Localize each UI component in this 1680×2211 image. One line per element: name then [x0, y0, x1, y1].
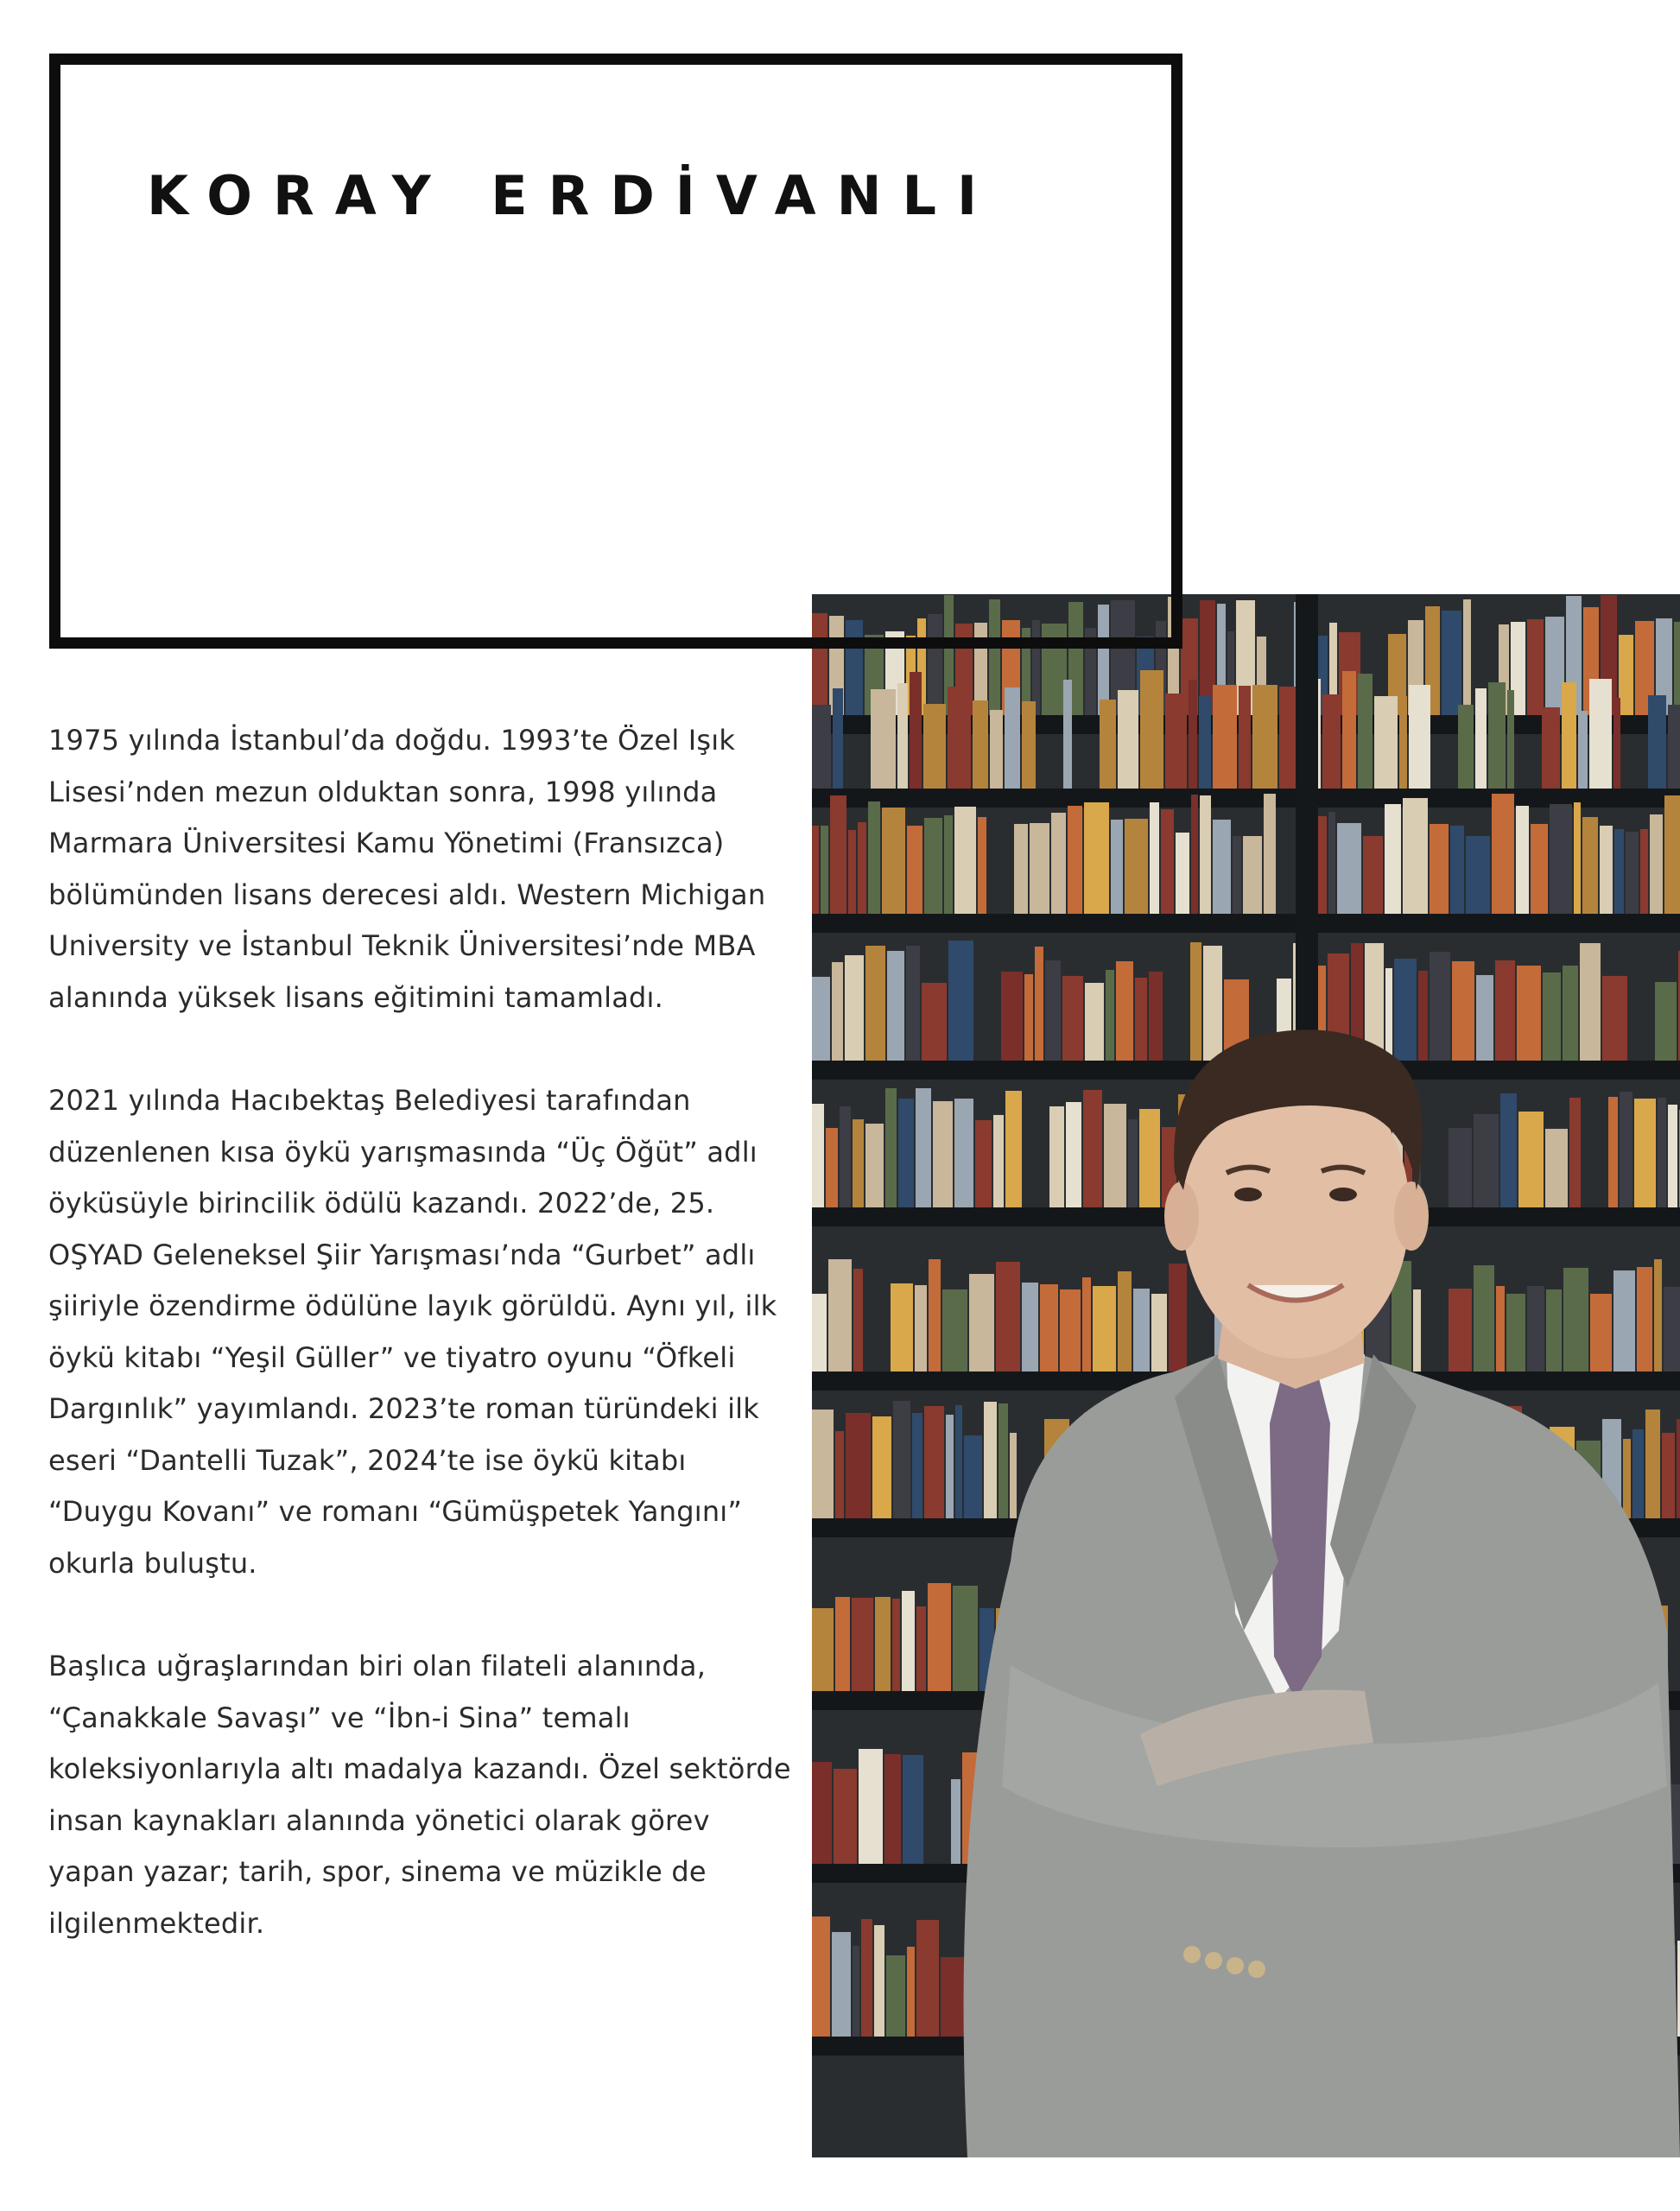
book-spine [993, 1115, 1004, 1207]
book-spine [1671, 1784, 1680, 1864]
book-spine [1516, 806, 1529, 914]
ear [1164, 1182, 1199, 1251]
book-spine [924, 1406, 944, 1518]
book-spine [826, 1128, 838, 1207]
book-spine [1005, 1091, 1022, 1207]
title-frame [49, 54, 1182, 649]
book-spine [1546, 1289, 1562, 1372]
book-spine [859, 1749, 883, 1864]
book-spine [1165, 694, 1187, 789]
book-spine [812, 1294, 827, 1372]
book-spine [834, 1769, 857, 1864]
book-spine [984, 1402, 997, 1518]
book-spine [1620, 1092, 1632, 1207]
cuff-button [1205, 1952, 1222, 1969]
book-spine [951, 1779, 960, 1864]
book-spine [833, 688, 843, 789]
book-spine [1430, 824, 1449, 914]
book-spine [853, 1119, 864, 1207]
book-spine [892, 1599, 900, 1691]
book-spine [1658, 1098, 1666, 1207]
book-spine [845, 955, 864, 1061]
book-spine [1613, 698, 1620, 789]
book-spine [969, 1274, 994, 1372]
book-spine [1507, 690, 1514, 789]
book-spine [1452, 961, 1474, 1061]
book-spine [868, 801, 880, 914]
book-spine [812, 1762, 832, 1864]
bio-paragraph-education: 1975 yılında İstanbul’da doğdu. 1993’te Özel Işık Lisesi’nden mezun olduktan sonra, 1998 yılında Marmara Üniversitesi Kamu Yönetimi (Fransızca) bölümünden lisans derecesi aldı. Western Michigan University ve İstanbul Teknik Üniversitesi’nde MBA alanında yüksek lisans eğitimini tamamladı. [48, 724, 766, 1014]
book-spine [1674, 622, 1680, 715]
book-spine [907, 826, 922, 914]
book-spine [1626, 832, 1639, 914]
book-spine [1648, 695, 1666, 789]
book-spine [1060, 1289, 1081, 1372]
book-spine [830, 795, 846, 914]
book-spine [916, 1088, 931, 1207]
ear [1394, 1182, 1429, 1251]
book-spine [1106, 970, 1114, 1061]
book-spine [1118, 1271, 1132, 1372]
book-spine [1637, 1267, 1652, 1372]
book-spine [975, 1120, 992, 1207]
book-spine [990, 710, 1003, 789]
book-spine [928, 1583, 951, 1691]
book-spine [887, 951, 904, 1061]
book-spine [1474, 1265, 1494, 1372]
book-spine [964, 1435, 982, 1518]
book-spine [812, 1410, 834, 1518]
shelf-board [812, 914, 1680, 933]
book-spine [1264, 794, 1276, 914]
book-spine [1574, 802, 1581, 914]
book-spine [973, 700, 988, 789]
book-spine [865, 946, 885, 1061]
book-spine [1650, 814, 1663, 914]
book-spine [1190, 942, 1201, 1061]
book-spine [1051, 813, 1066, 914]
book-spine [1203, 946, 1222, 1061]
book-spine [1476, 975, 1493, 1061]
book-spine [1062, 976, 1083, 1061]
book-spine [1602, 976, 1627, 1061]
book-spine [1668, 1105, 1677, 1207]
book-spine [1066, 1102, 1081, 1207]
book-spine [1394, 959, 1417, 1061]
book-spine [1623, 1439, 1631, 1518]
book-spine [1677, 1419, 1680, 1518]
book-spine [954, 807, 976, 914]
book-spine [946, 1415, 954, 1518]
book-spine [1279, 687, 1296, 789]
book-spine [1645, 1410, 1660, 1518]
book-spine [912, 1413, 922, 1518]
book-spine [996, 1262, 1020, 1372]
book-spine [1662, 1433, 1675, 1518]
eye [1234, 1188, 1262, 1201]
author-name: KORAY ERDİVANLI [147, 164, 998, 227]
book-spine [891, 1283, 913, 1372]
book-spine [1169, 1264, 1187, 1372]
book-spine [1463, 599, 1471, 715]
book-spine [1176, 833, 1189, 914]
book-spine [1562, 682, 1576, 789]
book-spine [1403, 798, 1428, 914]
book-spine [1496, 1286, 1505, 1372]
book-spine [942, 1289, 967, 1372]
book-spine [832, 1932, 851, 2037]
book-spine [1328, 812, 1335, 914]
author-portrait-illustration [812, 594, 1680, 2157]
book-spine [1634, 1099, 1656, 1207]
book-spine [1104, 1104, 1126, 1207]
book-spine [1010, 1433, 1017, 1518]
book-spine [1619, 635, 1633, 715]
book-spine [812, 826, 819, 914]
book-spine [1640, 829, 1648, 914]
book-spine [1517, 966, 1541, 1061]
book-spine [1475, 688, 1487, 789]
book-spine [1001, 972, 1023, 1061]
book-spine [1589, 679, 1612, 789]
eye [1329, 1188, 1357, 1201]
book-spine [915, 1285, 927, 1372]
book-spine [1518, 1112, 1544, 1207]
book-spine [948, 941, 973, 1061]
book-spine [907, 1947, 915, 2037]
book-spine [1133, 1289, 1150, 1372]
book-spine [1550, 804, 1572, 914]
biography [48, 715, 800, 2001]
book-spine [1140, 670, 1163, 789]
book-spine [916, 1606, 926, 1691]
book-spine [1450, 826, 1464, 914]
book-spine [1358, 674, 1373, 789]
book-spine [1418, 971, 1428, 1061]
book-spine [886, 1955, 905, 2037]
book-spine [924, 818, 942, 914]
book-spine [1385, 968, 1392, 1061]
book-spine [954, 1099, 973, 1207]
book-spine [840, 1106, 851, 1207]
book-spine [933, 1101, 953, 1207]
book-spine [1322, 694, 1341, 789]
book-spine [1139, 1109, 1160, 1207]
book-spine [1399, 696, 1407, 789]
book-spine [922, 983, 947, 1061]
book-spine [832, 962, 843, 1061]
book-spine [910, 672, 922, 789]
book-spine [998, 1403, 1008, 1518]
book-spine [906, 946, 920, 1061]
book-spine [1083, 1090, 1102, 1207]
book-spine [1189, 680, 1197, 789]
book-spine [1488, 682, 1506, 789]
book-spine [828, 1259, 852, 1372]
book-spine [916, 1920, 939, 2037]
book-spine [1542, 707, 1560, 789]
book-spine [1632, 1429, 1644, 1518]
book-spine [1449, 1289, 1472, 1372]
book-spine [1100, 700, 1116, 789]
book-spine [1337, 823, 1361, 914]
book-spine [875, 1597, 891, 1691]
book-spine [1506, 1294, 1525, 1372]
book-spine [1199, 696, 1211, 789]
book-spine [1527, 619, 1544, 715]
book-spine [1024, 974, 1033, 1061]
book-spine [885, 1088, 897, 1207]
book-spine [955, 1405, 962, 1518]
book-spine [812, 1608, 834, 1691]
book-spine [1492, 794, 1514, 914]
book-spine [941, 1957, 965, 2037]
book-spine [948, 687, 971, 789]
book-spine [1655, 982, 1677, 1061]
book-spine [1374, 696, 1398, 789]
book-spine [1563, 1268, 1588, 1372]
book-spine [929, 1259, 941, 1372]
book-spine [1161, 809, 1174, 914]
author-photo [812, 594, 1680, 2157]
cuff-button [1227, 1957, 1244, 1974]
book-spine [1084, 802, 1109, 914]
book-spine [835, 1431, 844, 1518]
book-spine [903, 1755, 923, 1864]
book-spine [1458, 705, 1474, 789]
book-spine [812, 1104, 824, 1207]
book-spine [1442, 611, 1461, 715]
book-spine [1093, 1286, 1116, 1372]
book-spine [1125, 819, 1148, 914]
book-spine [1527, 1286, 1544, 1372]
book-spine [1531, 824, 1548, 914]
book-spine [1150, 802, 1159, 914]
book-spine [1045, 960, 1061, 1061]
book-spine [1200, 795, 1211, 914]
book-spine [1654, 1259, 1662, 1372]
book-spine [1500, 1093, 1517, 1207]
book-spine [898, 1099, 914, 1207]
book-spine [1466, 836, 1490, 914]
book-spine [1243, 836, 1262, 914]
book-spine [1111, 820, 1123, 914]
book-spine [848, 830, 856, 914]
book-spine [1213, 820, 1231, 914]
book-spine [1116, 961, 1133, 1061]
book-spine [1151, 1294, 1167, 1372]
book-spine [821, 826, 828, 914]
cuff-button [1183, 1946, 1201, 1963]
book-spine [1213, 685, 1237, 789]
book-spine [1135, 978, 1147, 1061]
book-spine [1030, 823, 1049, 914]
book-spine [902, 1591, 915, 1691]
book-spine [1582, 817, 1598, 914]
book-spine [1664, 795, 1680, 914]
book-spine [852, 1598, 873, 1691]
book-spine [1413, 1289, 1421, 1372]
book-spine [1049, 1106, 1064, 1207]
book-spine [835, 1597, 850, 1691]
book-spine [1149, 972, 1163, 1061]
book-spine [874, 1925, 884, 2037]
book-spine [953, 1586, 978, 1691]
book-spine [1474, 1114, 1499, 1207]
book-spine [1614, 829, 1624, 914]
book-spine [884, 1754, 901, 1864]
book-spine [1590, 1294, 1612, 1372]
book-spine [1569, 1098, 1581, 1207]
book-spine [1600, 826, 1613, 914]
book-spine [1014, 824, 1028, 914]
book-spine [1668, 705, 1680, 789]
book-spine [1233, 836, 1241, 914]
book-spine [1068, 806, 1082, 914]
book-spine [858, 822, 866, 914]
book-spine [872, 1416, 891, 1518]
book-spine [1409, 685, 1430, 789]
book-spine [1543, 972, 1561, 1061]
book-spine [1449, 1128, 1472, 1207]
book-spine [1085, 983, 1104, 1061]
book-spine [944, 815, 953, 914]
book-spine [1252, 685, 1277, 789]
book-spine [871, 689, 896, 789]
book-spine [1545, 617, 1564, 715]
book-spine [1430, 952, 1450, 1061]
book-spine [1128, 1119, 1138, 1207]
cuff-button [1248, 1961, 1265, 1978]
book-spine [1580, 943, 1601, 1061]
book-spine [865, 1124, 884, 1207]
book-spine [1578, 711, 1588, 789]
book-spine [1342, 671, 1356, 789]
book-spine [1040, 1284, 1058, 1372]
book-spine [1495, 960, 1515, 1061]
book-spine [1191, 795, 1198, 914]
book-spine [861, 1919, 872, 2037]
book-spine [1063, 680, 1072, 789]
book-spine [1239, 686, 1251, 789]
book-spine [893, 1401, 910, 1518]
book-spine [1613, 1270, 1635, 1372]
book-spine [1022, 701, 1036, 789]
book-spine [1022, 1283, 1038, 1372]
necktie [1270, 1372, 1330, 1700]
book-spine [812, 705, 831, 789]
book-spine [923, 704, 946, 789]
book-spine [846, 1413, 871, 1518]
book-spine [1005, 687, 1020, 789]
book-spine [1363, 836, 1383, 914]
book-spine [1563, 966, 1578, 1061]
book-spine [1385, 804, 1401, 914]
bio-paragraph-hobbies: Başlıca uğraşlarından biri olan filateli alanında, “Çanakkale Savaşı” ve “İbn-i Sina” temalı koleksiyonlarıyla altı madalya kazandı. Özel sektörde insan kaynakları alanında yönetici olarak görev yapan yazar; tarih, spor, sinema ve müzikle de ilgilenmektedir. [48, 1650, 791, 1940]
book-spine [1545, 1129, 1568, 1207]
book-spine [1118, 690, 1138, 789]
book-spine [812, 1916, 830, 2037]
book-spine [882, 808, 905, 914]
book-spine [1664, 1287, 1680, 1372]
book-spine [1082, 1277, 1091, 1372]
bio-paragraph-awards: 2021 yılında Hacıbektaş Belediyesi tarafından düzenlenen kısa öykü yarışmasında “Üç Öğüt” adlı öyküsüyle birincilik ödülü kazandı. 2022’de, 25. OŞYAD Geleneksel Şiir Yarışması’nda “Gurbet” adlı şiiriyle özendirme ödülüne layık görüldü. Aynı yıl, ilk öykü kitabı “Yeşil Güller” ve tiyatro oyunu “Öfkeli Dargınlık” yayımlandı. 2023’te roman türündeki ilk eseri “Dantelli Tuzak”, 2024’te ise öykü kitabı “Duygu Kovanı” ve romanı “Gümüşpetek Yangını” okurla buluştu. [48, 1084, 777, 1580]
book-spine [978, 817, 986, 914]
book-spine [853, 1946, 859, 2037]
book-spine [897, 683, 908, 789]
book-spine [1608, 1097, 1618, 1207]
book-spine [1035, 947, 1043, 1061]
book-spine [853, 1269, 863, 1372]
book-spine [812, 977, 830, 1061]
